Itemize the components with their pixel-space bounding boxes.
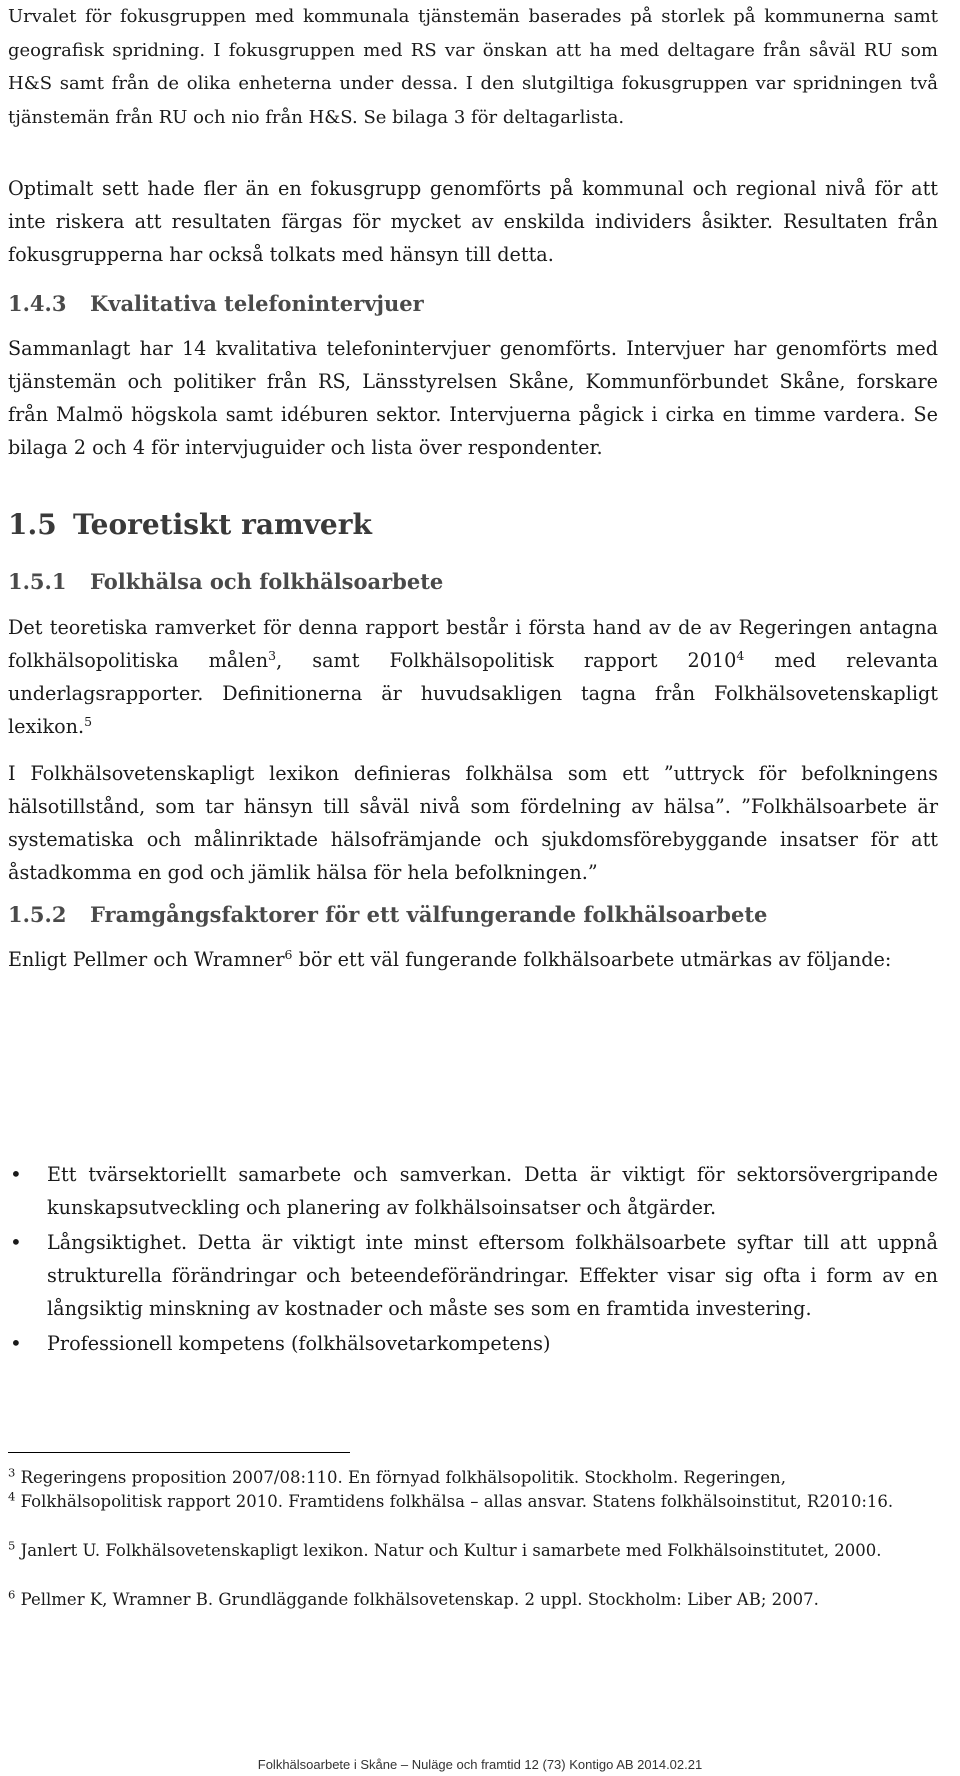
list-item: • Långsiktighet. Detta är viktigt inte minst eftersom folkhälsoarbete syftar till att uppnå strukturella förändringar och beteendeförändringar. Effekter visar sig ofta i form av en långsiktig minskning av kostnader och måste ses som en framtida investering. [8, 1226, 938, 1325]
heading-text: Teoretiskt ramverk [73, 508, 372, 541]
heading-1-5-2 [8, 900, 767, 930]
paragraph-focus-group-selection: Urvalet för fokusgruppen med kommunala tjänstemän baserades på storlek på kommunerna samt geografisk spridning. I fokusgruppen med RS var önskan att ha med deltagare från såväl RU som H&S samt från de olika enheterna under dessa. I den slutgiltiga fokusgruppen var spridningen två tjänstemän från RU och nio från H&S. Se bilaga 3 för deltagarlista. [8, 6, 938, 128]
footnote-4: $^4$ Folkhälsopolitisk rapport 2010. Framtidens folkhälsa – allas ansvar. Statens folkhälsoinstitut, R2010:16. [8, 1489, 894, 1511]
footnote-divider [8, 1452, 350, 1453]
footnote-5: $^5$ Janlert U. Folkhälsovetenskapligt lexikon. Natur och Kultur i samarbete med Folkhälsoinstitutet, 2000. [8, 1538, 882, 1560]
footnote-3: $^3$ Regeringens proposition 2007/08:110. En förnyad folkhälsopolitik. Stockholm. Regeringen, [8, 1465, 786, 1487]
paragraph-telephone-interviews: Sammanlagt har 14 kvalitativa telefonintervjuer genomförts. Intervjuer har genomförts med tjänstemän och politiker från RS, Länsstyrelsen Skåne, Kommunförbundet Skåne, forskare från Malmö högskola samt idéburen sektor. Intervjuerna pågick i cirka en timme vardera. Se bilaga 2 och 4 för intervjuguider och lista över respondenter. [8, 337, 938, 459]
heading-number: 1.5.2 [8, 902, 67, 927]
list-item: • Professionell kompetens (folkhälsovetarkompetens) [8, 1327, 938, 1360]
footnote-ref-4: 4 [736, 648, 745, 664]
heading-1-4-3 [8, 289, 424, 319]
page-footer: Folkhälsoarbete i Skåne – Nuläge och framtid 12 (73) Kontigo AB 2014.02.21 [257, 1757, 703, 1772]
footnote-6: $^6$ Pellmer K, Wramner B. Grundläggande folkhälsovetenskap. 2 uppl. Stockholm: Liber AB; 2007. [8, 1587, 819, 1609]
bullet-icon: • [10, 1331, 22, 1355]
heading-number: 1.5 [8, 508, 57, 541]
list-item: • Ett tvärsektoriellt samarbete och samverkan. Detta är viktigt för sektorsövergripande kunskapsutveckling och planering av folkhälsoinsatser och åtgärder. [8, 1158, 938, 1224]
heading-number: 1.4.3 [8, 291, 67, 316]
paragraph-optimal-focus-groups: Optimalt sett hade fler än en fokusgrupp genomförts på kommunal och regional nivå för att inte riskera att resultaten färgas för mycket av enskilda individers åsikter. Resultaten från fokusgrupperna har också tolkats med hänsyn till detta. [8, 177, 938, 266]
footnote-ref-3: 3 [268, 648, 277, 664]
paragraph-public-health-definition: I Folkhälsovetenskapligt lexikon definieras folkhälsa som ett ”uttryck för befolkningens hälsotillstånd, som tar hänsyn till såväl nivå som fördelning av hälsa”. ”Folkhälsoarbete är systematiska och målinriktade hälsofrämjande och sjukdomsförebyggande insatser för att åstadkomma en god och jämlik hälsa för hela befolkningen.” [8, 762, 938, 884]
heading-number: 1.5.1 [8, 569, 67, 594]
heading-text: Folkhälsa och folkhälsoarbete [90, 569, 444, 594]
heading-1-5-1 [8, 567, 443, 597]
heading-text: Kvalitativa telefonintervjuer [90, 291, 424, 316]
heading-text: Framgångsfaktorer för ett välfungerande folkhälsoarbete [90, 902, 768, 927]
paragraph-theoretical-framework: Det teoretiska ramverket för denna rapport består i första hand av de av Regeringen antagna folkhälsopolitiska målen$^3$, samt Folkhälsopolitisk rapport 2010$^4$ med relevanta underlagsrapporter. Definitionerna är huvudsakligen tagna från Folkhälsovetenskapligt lexikon.$^5$ [8, 616, 939, 738]
footnote-ref-5: 5 [84, 714, 93, 730]
footnote-ref-6: 6 [284, 947, 293, 963]
bullet-icon: • [10, 1230, 22, 1254]
success-factors-list [8, 1158, 938, 1360]
paragraph-pellmer-wramner: Enligt Pellmer och Wramner$^6$ bör ett väl fungerande folkhälsoarbete utmärkas av följande: [8, 947, 892, 971]
bullet-icon: • [10, 1162, 22, 1186]
heading-1-5 [8, 508, 372, 542]
